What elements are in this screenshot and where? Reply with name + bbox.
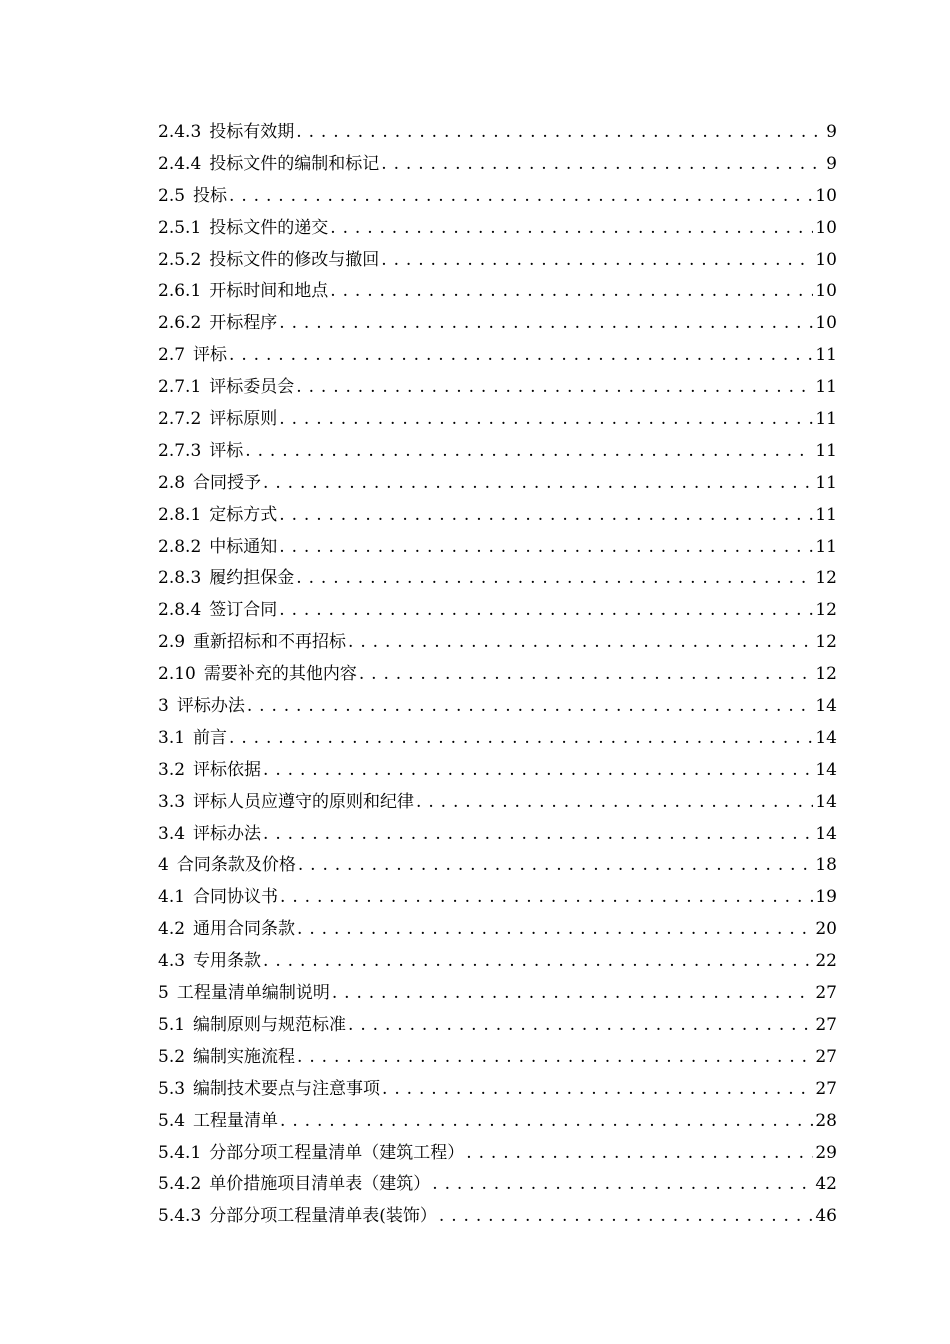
toc-entry[interactable] bbox=[158, 1106, 837, 1138]
toc-section-number: 2.8.4 bbox=[158, 600, 202, 621]
toc-page-number: 12 bbox=[815, 632, 837, 653]
toc-page-number: 11 bbox=[815, 409, 837, 430]
toc-section-number: 2.8.1 bbox=[158, 504, 202, 525]
toc-dot-leader bbox=[297, 1042, 813, 1074]
toc-section-title: 通用合同条款 bbox=[193, 919, 296, 940]
toc-entry[interactable] bbox=[158, 117, 837, 149]
toc-entry[interactable] bbox=[158, 850, 837, 882]
toc-entry[interactable] bbox=[158, 532, 837, 564]
toc-page-number: 19 bbox=[815, 887, 837, 908]
toc-entry[interactable] bbox=[158, 1074, 837, 1106]
toc-page-number: 14 bbox=[815, 759, 837, 780]
toc-page-number: 27 bbox=[815, 1078, 837, 1099]
toc-entry[interactable] bbox=[158, 1042, 837, 1074]
toc-page-number: 12 bbox=[815, 664, 837, 685]
toc-page-number: 10 bbox=[815, 185, 837, 206]
toc-page-number: 11 bbox=[815, 504, 837, 525]
toc-section-title: 编制技术要点与注意事项 bbox=[193, 1078, 381, 1099]
toc-page-number: 10 bbox=[815, 281, 837, 302]
toc-dot-leader bbox=[330, 276, 813, 308]
toc-section-number: 2.8 bbox=[158, 472, 186, 493]
toc-section-title: 开标时间和地点 bbox=[209, 281, 329, 302]
toc-section-number: 5 bbox=[158, 983, 169, 1004]
toc-section-title: 履约担保金 bbox=[209, 568, 295, 589]
toc-section-title: 评标 bbox=[209, 440, 244, 461]
toc-section-number: 2.7 bbox=[158, 345, 186, 366]
toc-dot-leader bbox=[279, 532, 813, 564]
toc-page-number: 42 bbox=[815, 1174, 837, 1195]
toc-page-number: 22 bbox=[815, 951, 837, 972]
toc-section-title: 专用条款 bbox=[193, 951, 262, 972]
toc-section-title: 投标有效期 bbox=[209, 122, 295, 142]
toc-page-number: 14 bbox=[815, 696, 837, 717]
toc-section-number: 2.5 bbox=[158, 185, 186, 206]
toc-section-number: 4.1 bbox=[158, 887, 186, 908]
toc-entry[interactable] bbox=[158, 627, 837, 659]
toc-section-title: 合同协议书 bbox=[193, 887, 279, 908]
toc-entry[interactable] bbox=[158, 659, 837, 691]
toc-section-title: 工程量清单 bbox=[193, 1110, 279, 1131]
toc-dot-leader bbox=[296, 117, 824, 149]
toc-dot-leader bbox=[245, 436, 813, 468]
toc-section-title: 评标原则 bbox=[209, 409, 278, 430]
toc-page-number: 10 bbox=[815, 249, 837, 270]
toc-section-title: 投标文件的递交 bbox=[209, 217, 329, 238]
toc-entry[interactable] bbox=[158, 213, 837, 245]
toc-page-number: 11 bbox=[815, 536, 837, 557]
toc-dot-leader bbox=[432, 1169, 813, 1201]
toc-section-number: 2.4.4 bbox=[158, 153, 202, 174]
toc-page-number: 28 bbox=[815, 1110, 837, 1131]
toc-dot-leader bbox=[381, 149, 824, 181]
toc-entry[interactable] bbox=[158, 436, 837, 468]
toc-dot-leader bbox=[263, 819, 813, 851]
toc-section-title: 合同授予 bbox=[193, 472, 262, 493]
toc-section-number: 3.4 bbox=[158, 823, 186, 844]
toc-section-title: 评标委员会 bbox=[209, 377, 295, 398]
toc-dot-leader bbox=[382, 1074, 813, 1106]
toc-entry[interactable] bbox=[158, 245, 837, 277]
toc-dot-leader bbox=[297, 914, 813, 946]
toc-dot-leader bbox=[229, 340, 813, 372]
toc-page-number: 14 bbox=[815, 823, 837, 844]
toc-page-number: 9 bbox=[826, 122, 837, 142]
toc-entry[interactable] bbox=[158, 691, 837, 723]
toc-section-title: 重新招标和不再招标 bbox=[193, 632, 347, 653]
toc-section-title: 分部分项工程量清单（建筑工程） bbox=[209, 1142, 465, 1163]
toc-page-number: 29 bbox=[815, 1142, 837, 1163]
toc-dot-leader bbox=[279, 404, 813, 436]
toc-section-number: 2.8.3 bbox=[158, 568, 202, 589]
toc-dot-leader bbox=[332, 978, 814, 1010]
toc-page-number: 11 bbox=[815, 377, 837, 398]
toc-page-number: 46 bbox=[815, 1206, 837, 1227]
toc-entry[interactable] bbox=[158, 149, 837, 181]
toc-section-title: 投标文件的修改与撤回 bbox=[209, 249, 380, 270]
toc-section-number: 3 bbox=[158, 696, 169, 717]
toc-section-number: 2.10 bbox=[158, 664, 196, 685]
toc-dot-leader bbox=[381, 245, 813, 277]
toc-section-title: 评标依据 bbox=[193, 759, 262, 780]
toc-section-title: 签订合同 bbox=[209, 600, 278, 621]
toc-entry[interactable] bbox=[158, 819, 837, 851]
toc-section-number: 3.3 bbox=[158, 791, 186, 812]
toc-entry[interactable] bbox=[158, 468, 837, 500]
toc-section-number: 2.5.1 bbox=[158, 217, 202, 238]
toc-dot-leader bbox=[247, 691, 814, 723]
toc-dot-leader bbox=[263, 946, 813, 978]
toc-entry[interactable] bbox=[158, 914, 837, 946]
toc-page-number: 12 bbox=[815, 568, 837, 589]
toc-page-number: 10 bbox=[815, 217, 837, 238]
toc-page-number: 10 bbox=[815, 313, 837, 334]
toc-entry[interactable] bbox=[158, 1169, 837, 1201]
toc-section-number: 2.5.2 bbox=[158, 249, 202, 270]
toc-dot-leader bbox=[280, 882, 813, 914]
toc-section-number: 5.3 bbox=[158, 1078, 186, 1099]
toc-section-number: 4.2 bbox=[158, 919, 186, 940]
toc-entry[interactable] bbox=[158, 723, 837, 755]
toc-dot-leader bbox=[229, 181, 813, 213]
toc-dot-leader bbox=[263, 468, 813, 500]
toc-dot-leader bbox=[296, 563, 813, 595]
toc-entry[interactable] bbox=[158, 755, 837, 787]
toc-dot-leader bbox=[279, 595, 813, 627]
toc-page-number: 18 bbox=[815, 855, 837, 876]
toc-section-number: 3.1 bbox=[158, 727, 186, 748]
toc-section-title: 中标通知 bbox=[209, 536, 278, 557]
toc-dot-leader bbox=[229, 723, 813, 755]
toc-section-title: 工程量清单编制说明 bbox=[176, 983, 330, 1004]
toc-entry[interactable] bbox=[158, 946, 837, 978]
toc-section-number: 2.9 bbox=[158, 632, 186, 653]
toc-section-number: 2.8.2 bbox=[158, 536, 202, 557]
toc-section-number: 5.1 bbox=[158, 1014, 186, 1035]
toc-dot-leader bbox=[279, 500, 813, 532]
toc-section-number: 4 bbox=[158, 855, 169, 876]
toc-section-number: 2.7.3 bbox=[158, 440, 202, 461]
toc-entry[interactable] bbox=[158, 595, 837, 627]
toc-section-title: 分部分项工程量清单表(装饰） bbox=[209, 1206, 437, 1227]
toc-entry[interactable] bbox=[158, 276, 837, 308]
toc-section-number: 4.3 bbox=[158, 951, 186, 972]
toc-section-number: 2.6.2 bbox=[158, 313, 202, 334]
toc-section-title: 评标办法 bbox=[193, 823, 262, 844]
toc-entry[interactable] bbox=[158, 372, 837, 404]
toc-entry[interactable] bbox=[158, 1010, 837, 1042]
toc-page-number: 27 bbox=[815, 1014, 837, 1035]
toc-entry[interactable] bbox=[158, 181, 837, 213]
toc-dot-leader bbox=[348, 627, 813, 659]
toc-section-number: 5.4.1 bbox=[158, 1142, 202, 1163]
toc-section-number: 5.4.2 bbox=[158, 1174, 202, 1195]
toc-section-title: 开标程序 bbox=[209, 313, 278, 334]
toc-section-title: 定标方式 bbox=[209, 504, 278, 525]
toc-page-number: 14 bbox=[815, 791, 837, 812]
toc-page-number: 27 bbox=[815, 1046, 837, 1067]
toc-section-title: 评标办法 bbox=[176, 696, 245, 717]
toc-entry[interactable] bbox=[158, 1201, 837, 1233]
toc-page-number: 20 bbox=[815, 919, 837, 940]
toc-dot-leader bbox=[280, 1106, 813, 1138]
toc-page-number: 11 bbox=[815, 345, 837, 366]
toc-section-number: 5.4.3 bbox=[158, 1206, 202, 1227]
toc-section-title: 编制原则与规范标准 bbox=[193, 1014, 347, 1035]
toc-entry[interactable] bbox=[158, 1138, 837, 1170]
toc-section-title: 前言 bbox=[193, 727, 228, 748]
toc-page-number: 12 bbox=[815, 600, 837, 621]
toc-entry[interactable] bbox=[158, 500, 837, 532]
toc-section-title: 编制实施流程 bbox=[193, 1046, 296, 1067]
toc-page-number: 14 bbox=[815, 727, 837, 748]
toc-section-number: 2.7.1 bbox=[158, 377, 202, 398]
toc-section-title: 合同条款及价格 bbox=[176, 855, 296, 876]
toc-page-number: 27 bbox=[815, 983, 837, 1004]
toc-entry[interactable] bbox=[158, 404, 837, 436]
toc-entry[interactable] bbox=[158, 340, 837, 372]
toc-entry[interactable] bbox=[158, 882, 837, 914]
toc-entry[interactable] bbox=[158, 978, 837, 1010]
toc-entry[interactable] bbox=[158, 787, 837, 819]
toc-section-title: 评标 bbox=[193, 345, 228, 366]
table-of-contents bbox=[158, 117, 837, 1233]
toc-dot-leader bbox=[298, 850, 814, 882]
toc-section-number: 5.4 bbox=[158, 1110, 186, 1131]
toc-page-number: 11 bbox=[815, 472, 837, 493]
toc-dot-leader bbox=[330, 213, 813, 245]
toc-section-title: 投标 bbox=[193, 185, 228, 206]
toc-section-number: 2.7.2 bbox=[158, 409, 202, 430]
toc-section-title: 需要补充的其他内容 bbox=[203, 664, 357, 685]
toc-dot-leader bbox=[466, 1138, 813, 1170]
toc-dot-leader bbox=[439, 1201, 813, 1233]
toc-dot-leader bbox=[263, 755, 813, 787]
toc-entry[interactable] bbox=[158, 308, 837, 340]
toc-dot-leader bbox=[359, 659, 814, 691]
toc-dot-leader bbox=[416, 787, 813, 819]
toc-dot-leader bbox=[279, 308, 813, 340]
toc-entry[interactable] bbox=[158, 563, 837, 595]
toc-dot-leader bbox=[348, 1010, 813, 1042]
toc-section-number: 2.4.3 bbox=[158, 122, 202, 142]
toc-dot-leader bbox=[296, 372, 813, 404]
toc-section-title: 单价措施项目清单表（建筑） bbox=[209, 1174, 431, 1195]
toc-page-number: 9 bbox=[826, 153, 837, 174]
toc-section-number: 2.6.1 bbox=[158, 281, 202, 302]
toc-section-title: 投标文件的编制和标记 bbox=[209, 153, 380, 174]
toc-page-number: 11 bbox=[815, 440, 837, 461]
toc-section-number: 5.2 bbox=[158, 1046, 186, 1067]
toc-section-number: 3.2 bbox=[158, 759, 186, 780]
toc-section-title: 评标人员应遵守的原则和纪律 bbox=[193, 791, 415, 812]
